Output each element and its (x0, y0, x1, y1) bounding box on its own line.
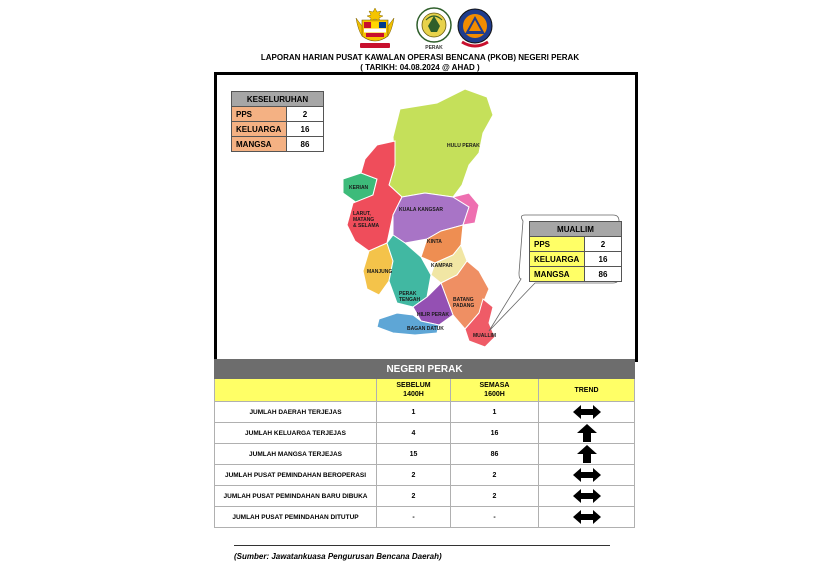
keseluruhan-pps-label: PPS (232, 107, 287, 122)
report-title-line1: LAPORAN HARIAN PUSAT KAWALAN OPERASI BENCANA (PKOB) NEGERI PERAK (260, 53, 580, 62)
trend-same-arrow-icon (573, 468, 601, 482)
summary-row (215, 465, 635, 486)
apm-civil-defence-logo (456, 6, 494, 50)
keseluruhan-mangsa-label: MANGSA (232, 137, 287, 152)
label-kerian: KERIAN (349, 185, 369, 191)
row-trend (539, 444, 635, 465)
row-trend (539, 507, 635, 528)
muallim-keluarga-label: KELUARGA (530, 252, 585, 267)
row-during: 2 (451, 465, 539, 486)
logo-bar (0, 6, 840, 52)
perak-district-map (217, 75, 635, 359)
map-panel (214, 72, 638, 362)
summary-header-during (451, 379, 539, 402)
row-before: 4 (377, 423, 451, 444)
label-hilir-perak: HILIR PERAK (417, 312, 449, 318)
label-batang-padang-2: PADANG (453, 303, 475, 309)
muallim-mangsa-label: MANGSA (530, 267, 585, 282)
trend-up-arrow-icon (577, 424, 597, 442)
muallim-mangsa-value: 86 (585, 267, 622, 282)
label-manjung: MANJUNG (367, 269, 393, 275)
label-perak-tengah-1: PERAK (399, 291, 417, 297)
label-bagan-datuk: BAGAN DATUK (407, 326, 444, 332)
row-before: 2 (377, 465, 451, 486)
perak-state-crest-logo (414, 6, 454, 52)
row-before: 1 (377, 402, 451, 423)
row-during: 86 (451, 444, 539, 465)
trend-up-arrow-icon (577, 445, 597, 463)
row-during: 16 (451, 423, 539, 444)
label-perak-tengah-2: TENGAH (399, 297, 421, 303)
keseluruhan-keluarga-value: 16 (287, 122, 324, 137)
row-label: JUMLAH PUSAT PEMINDAHAN BEROPERASI (215, 465, 377, 486)
summary-row (215, 423, 635, 444)
label-kuala-kangsar: KUALA KANGSAR (399, 207, 443, 213)
summary-body (215, 402, 635, 528)
row-before: - (377, 507, 451, 528)
source-divider (234, 545, 610, 546)
label-larut-1: LARUT, (353, 211, 371, 217)
label-larut-3: & SELAMA (353, 223, 380, 229)
summary-band-title: NEGERI PERAK (215, 360, 635, 379)
report-title (0, 53, 840, 73)
label-kampar: KAMPAR (431, 263, 453, 269)
muallim-table (529, 221, 622, 282)
label-batang-padang-1: BATANG (453, 297, 474, 303)
perak-logo-text: PERAK (425, 45, 443, 51)
row-during: - (451, 507, 539, 528)
negeri-perak-summary-table (214, 359, 635, 528)
summary-header-trend: TREND (539, 379, 635, 402)
source-note: (Sumber: Jawatankuasa Pengurusan Bencana Daerah) (234, 552, 442, 561)
row-label: JUMLAH MANGSA TERJEJAS (215, 444, 377, 465)
header-before-line1: SEBELUM (396, 382, 431, 389)
summary-row (215, 444, 635, 465)
header-during-line1: SEMASA (479, 382, 510, 389)
keseluruhan-keluarga-label: KELUARGA (232, 122, 287, 137)
muallim-pps-label: PPS (530, 237, 585, 252)
summary-column-header-row (215, 379, 635, 402)
header-before-line2: 1400H (403, 391, 424, 398)
report-title-date: ( TARIKH: 04.08.2024 @ AHAD ) (360, 63, 480, 72)
muallim-pps-value: 2 (585, 237, 622, 252)
label-kinta: KINTA (427, 239, 442, 245)
row-trend (539, 486, 635, 507)
keseluruhan-heading: KESELURUHAN (232, 92, 324, 107)
label-hulu-perak: HULU PERAK (447, 143, 480, 149)
row-label: JUMLAH DAERAH TERJEJAS (215, 402, 377, 423)
row-trend (539, 402, 635, 423)
row-during: 1 (451, 402, 539, 423)
keseluruhan-pps-value: 2 (287, 107, 324, 122)
label-larut-2: MATANG (353, 217, 375, 223)
row-before: 2 (377, 486, 451, 507)
muallim-heading: MUALLIM (530, 222, 622, 237)
header-during-line2: 1600H (484, 391, 505, 398)
row-trend (539, 423, 635, 444)
malaysia-coat-of-arms-logo (354, 6, 396, 50)
row-label: JUMLAH KELUARGA TERJEJAS (215, 423, 377, 444)
summary-row (215, 402, 635, 423)
summary-row (215, 486, 635, 507)
trend-same-arrow-icon (573, 510, 601, 524)
summary-header-before (377, 379, 451, 402)
summary-header-blank (215, 379, 377, 402)
row-during: 2 (451, 486, 539, 507)
row-label: JUMLAH PUSAT PEMINDAHAN BARU DIBUKA (215, 486, 377, 507)
muallim-keluarga-value: 16 (585, 252, 622, 267)
summary-row (215, 507, 635, 528)
row-trend (539, 465, 635, 486)
label-muallim: MUALLIM (473, 333, 497, 339)
row-before: 15 (377, 444, 451, 465)
trend-same-arrow-icon (573, 489, 601, 503)
trend-same-arrow-icon (573, 405, 601, 419)
keseluruhan-mangsa-value: 86 (287, 137, 324, 152)
row-label: JUMLAH PUSAT PEMINDAHAN DITUTUP (215, 507, 377, 528)
